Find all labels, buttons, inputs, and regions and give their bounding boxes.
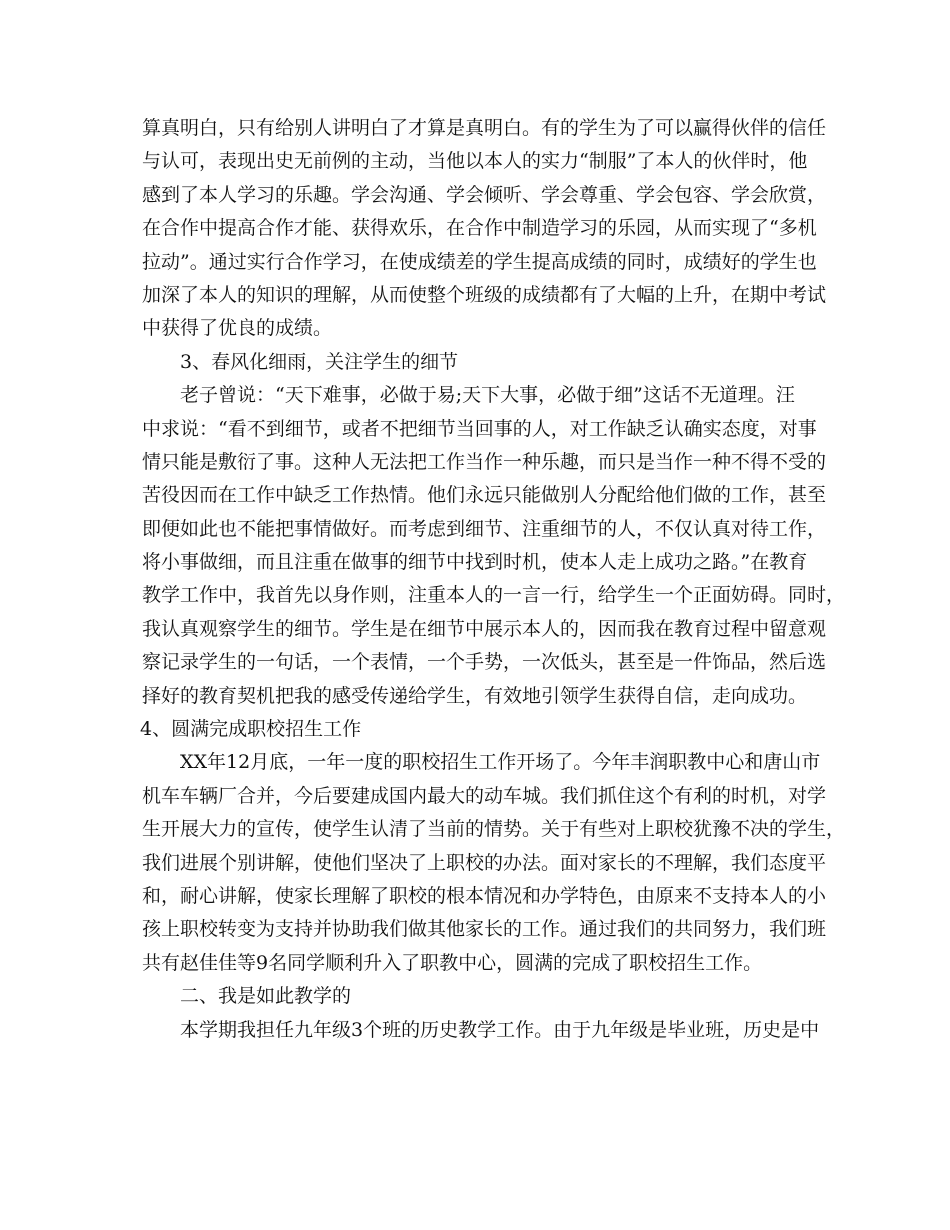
text-line: 在合作中提高合作才能、获得欢乐，在合作中制造学习的乐园，从而实现了“多机 — [142, 217, 817, 240]
text-line: 中求说：“看不到细节，或者不把细节当回事的人，对工作缺乏认确实态度，对事 — [142, 417, 817, 440]
text-line: 算真明白，只有给别人讲明白了才算是真明白。有的学生为了可以赢得伙伴的信任 — [142, 117, 827, 139]
text-line: 即便如此也不能把事情做好。而考虑到细节、注重细节的人，不仅认真对待工作， — [142, 517, 827, 540]
text-line: 我们进展个别讲解，使他们坚决了上职校的办法。面对家长的不理解，我们态度平 — [142, 851, 827, 874]
text-line: 中获得了优良的成绩。 — [142, 317, 333, 340]
section-heading: 二、我是如此教学的 — [180, 985, 352, 1008]
paragraph-start: XX年12月底，一年一度的职校招生工作开场了。今年丰润职教中心和唐山市 — [180, 751, 821, 774]
text-line: 与认可，表现出史无前例的主动，当他以本人的实力“制服”了本人的伙伴时，他 — [142, 150, 808, 173]
text-line: 拉动”。通过实行合作学习，在使成绩差的学生提高成绩的同时，成绩好的学生也 — [142, 250, 817, 273]
paragraph-start: 本学期我担任九年级3个班的历史教学工作。由于九年级是毕业班，历史是中 — [180, 1018, 820, 1041]
text-line: 和，耐心讲解，使家长理解了职校的根本情况和办学特色，由原来不支持本人的小 — [142, 884, 827, 907]
document-body — [140, 112, 846, 1047]
text-line: 共有赵佳佳等9名同学顺利升入了职教中心，圆满的完成了职校招生工作。 — [142, 951, 763, 974]
text-line: 生开展大力的宣传，使学生认清了当前的情势。关于有些对上职校犹豫不决的学生， — [142, 818, 846, 841]
text-line: 感到了本人学习的乐趣。学会沟通、学会倾听、学会尊重、学会包容、学会欣赏， — [142, 183, 827, 206]
paragraph-start: 老子曾说：“天下难事，必做于易;天下大事，必做于细”这话不无道理。汪 — [180, 384, 795, 407]
section-heading: 4、圆满完成职校招生工作 — [140, 718, 362, 741]
text-line: 将小事做细，而且注重在做事的细节中找到时机，使本人走上成功之路。”在教育 — [142, 551, 808, 574]
text-line: 我认真观察学生的细节。学生是在细节中展示本人的，因而我在教育过程中留意观 — [142, 617, 827, 640]
section-heading: 3、春风化细雨，关注学生的细节 — [180, 350, 459, 373]
text-line: 加深了本人的知识的理解，从而使整个班级的成绩都有了大幅的上升，在期中考试 — [142, 283, 827, 306]
text-line: 机车车辆厂合并，今后要建成国内最大的动车城。我们抓住这个有利的时机，对学 — [142, 784, 827, 807]
text-line: 情只能是敷衍了事。这种人无法把工作当作一种乐趣，而只是当作一种不得不受的 — [142, 450, 827, 473]
text-line: 察记录学生的一句话，一个表情，一个手势，一次低头，甚至是一件饰品，然后选 — [142, 651, 827, 674]
text-line: 教学工作中，我首先以身作则，注重本人的一言一行，给学生一个正面妨碍。同时， — [142, 584, 846, 607]
text-line: 苦役因而在工作中缺乏工作热情。他们永远只能做别人分配给他们做的工作，甚至 — [142, 484, 827, 507]
text-line: 孩上职校转变为支持并协助我们做其他家长的工作。通过我们的共同努力，我们班 — [142, 918, 827, 941]
text-line: 择好的教育契机把我的感受传递给学生，有效地引领学生获得自信，走向成功。 — [142, 684, 808, 707]
